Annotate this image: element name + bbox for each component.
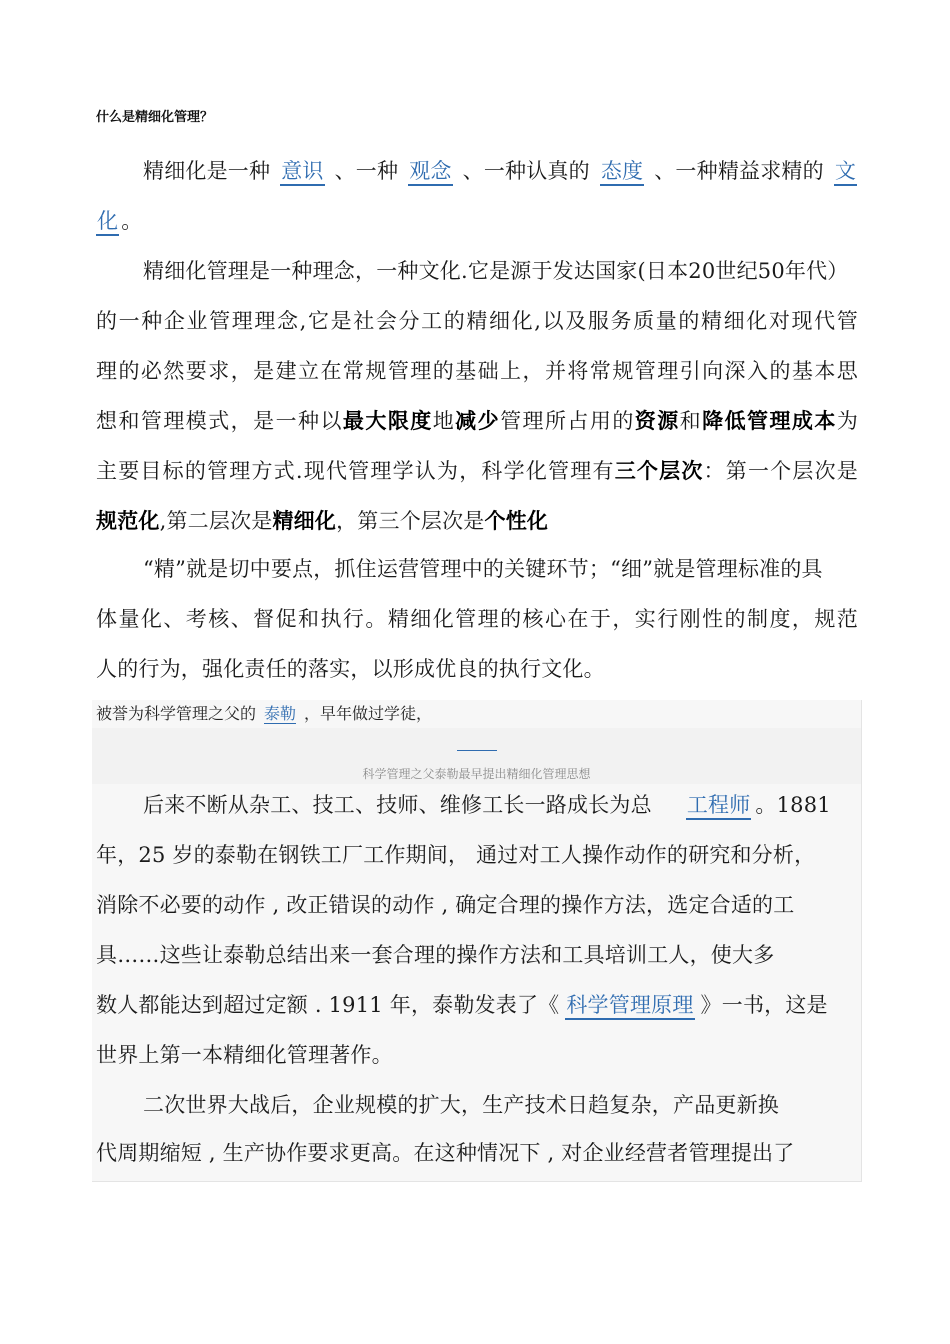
bold-term: 减少 — [455, 408, 501, 433]
text-segment: ，第三个层次是 — [336, 509, 485, 533]
image-caption: 科学管理之父泰勒最早提出精细化管理思想 — [362, 767, 591, 781]
paragraph-definition-line-2 — [96, 206, 142, 236]
bold-term: 资源 — [634, 408, 680, 433]
paragraph-concept-line-1: 精细化管理是一种理念，一种文化.它是源于发达国家(日本20世纪50年代） — [143, 259, 849, 283]
bold-term: 三个层次 — [614, 458, 704, 483]
link-wenhua-cont[interactable]: 化 — [96, 209, 119, 236]
link-guannian[interactable]: 观念 — [408, 159, 452, 186]
paragraph-jingxi-line-1: “精”就是切中要点，抓住运营管理中的关键环节；“细”就是管理标准的具 — [143, 557, 823, 581]
bold-term: 最大限度 — [342, 408, 433, 433]
text-segment: 精细化是一种 — [143, 159, 271, 183]
text-segment: 被誉为科学管理之父的 — [96, 704, 257, 723]
bold-term: 规范化 — [96, 508, 160, 533]
bold-term: 降低管理成本 — [702, 408, 837, 433]
paragraph-taylor-line-2: 年，25 岁的泰勒在钢铁工厂工作期间， 通过对工人操作动作的研究和分析， — [96, 843, 816, 867]
paragraph-concept-line-6 — [96, 506, 548, 536]
page-title: 什么是精细化管理？ — [96, 110, 214, 125]
text-segment: 和 — [679, 409, 703, 433]
bold-term: 精细化 — [272, 508, 337, 533]
link-engineer[interactable]: 工程师 — [686, 793, 752, 820]
paragraph-taylor-line-5 — [96, 990, 828, 1020]
text-segment: ，早年做过学徒， — [304, 704, 433, 723]
text-segment: 主要目标的管理方式.现代管理学认为，科学化管理有 — [96, 459, 615, 483]
link-wenhua[interactable]: 文 — [834, 159, 857, 186]
text-segment: 为 — [836, 409, 859, 433]
paragraph-jingxi-line-3: 人的行为，强化责任的落实，以形成优良的执行文化。 — [96, 657, 605, 681]
caption-divider — [457, 750, 497, 751]
paragraph-taylor-line-1 — [96, 790, 831, 820]
text-segment: 想和管理模式，是一种以 — [96, 409, 343, 433]
text-segment: 后来不断从杂工、技工、技师、维修工长一路成长为总 — [143, 793, 652, 817]
paragraph-concept-line-3: 理的必然要求，是建立在常规管理的基础上，并将常规管理引向深入的基本思 — [96, 359, 858, 383]
text-segment: ,第二层次是 — [159, 509, 273, 533]
text-segment: 》一书，这是 — [700, 993, 828, 1017]
paragraph-taylor-line-4: 具……这些让泰勒总结出来一套合理的操作方法和工具培训工人，使大多 — [96, 943, 775, 967]
paragraph-postwar-line-2: 代周期缩短 , 生产协作要求更高。在这种情况下 , 对企业经营者管理提出了 — [96, 1141, 795, 1165]
paragraph-postwar-line-1: 二次世界大战后，企业规模的扩大，生产技术日趋复杂，产品更新换 — [143, 1093, 779, 1117]
text-segment: 、一种认真的 — [462, 159, 590, 183]
text-segment: ：第一个层次是 — [703, 459, 858, 483]
paragraph-definition-line-1 — [96, 156, 867, 186]
paragraph-jingxi-line-2: 体量化、考核、督促和执行。精细化管理的核心在于，实行刚性的制度，规范 — [96, 607, 858, 631]
paragraph-taylor-line-6: 世界上第一本精细化管理著作。 — [96, 1043, 393, 1067]
link-taylor[interactable]: 泰勒 — [264, 704, 297, 723]
text-segment: 管理所占用的 — [500, 409, 635, 433]
link-yishi[interactable]: 意识 — [280, 159, 324, 186]
text-segment: 数人都能达到超过定额 . 1911 年，泰勒发表了《 — [96, 993, 560, 1017]
link-taidu[interactable]: 态度 — [600, 159, 644, 186]
paragraph-concept-line-4 — [96, 406, 858, 436]
text-segment: 。1881 — [755, 793, 831, 817]
text-segment: 、一种 — [334, 159, 399, 183]
link-principles-book[interactable]: 科学管理原理 — [565, 993, 694, 1020]
bold-term: 个性化 — [484, 508, 549, 533]
text-segment: 地 — [432, 409, 456, 433]
paragraph-concept-line-5 — [96, 456, 858, 486]
taylor-intro-line — [96, 702, 432, 726]
text-segment: 、一种精益求精的 — [654, 159, 824, 183]
paragraph-concept-line-2: 的一种企业管理理念,它是社会分工的精细化,以及服务质量的精细化对现代管 — [96, 309, 858, 333]
text-segment: 。 — [121, 209, 143, 233]
paragraph-taylor-line-3: 消除不必要的动作 , 改正错误的动作 , 确定合理的操作方法，选定合适的工 — [96, 893, 795, 917]
